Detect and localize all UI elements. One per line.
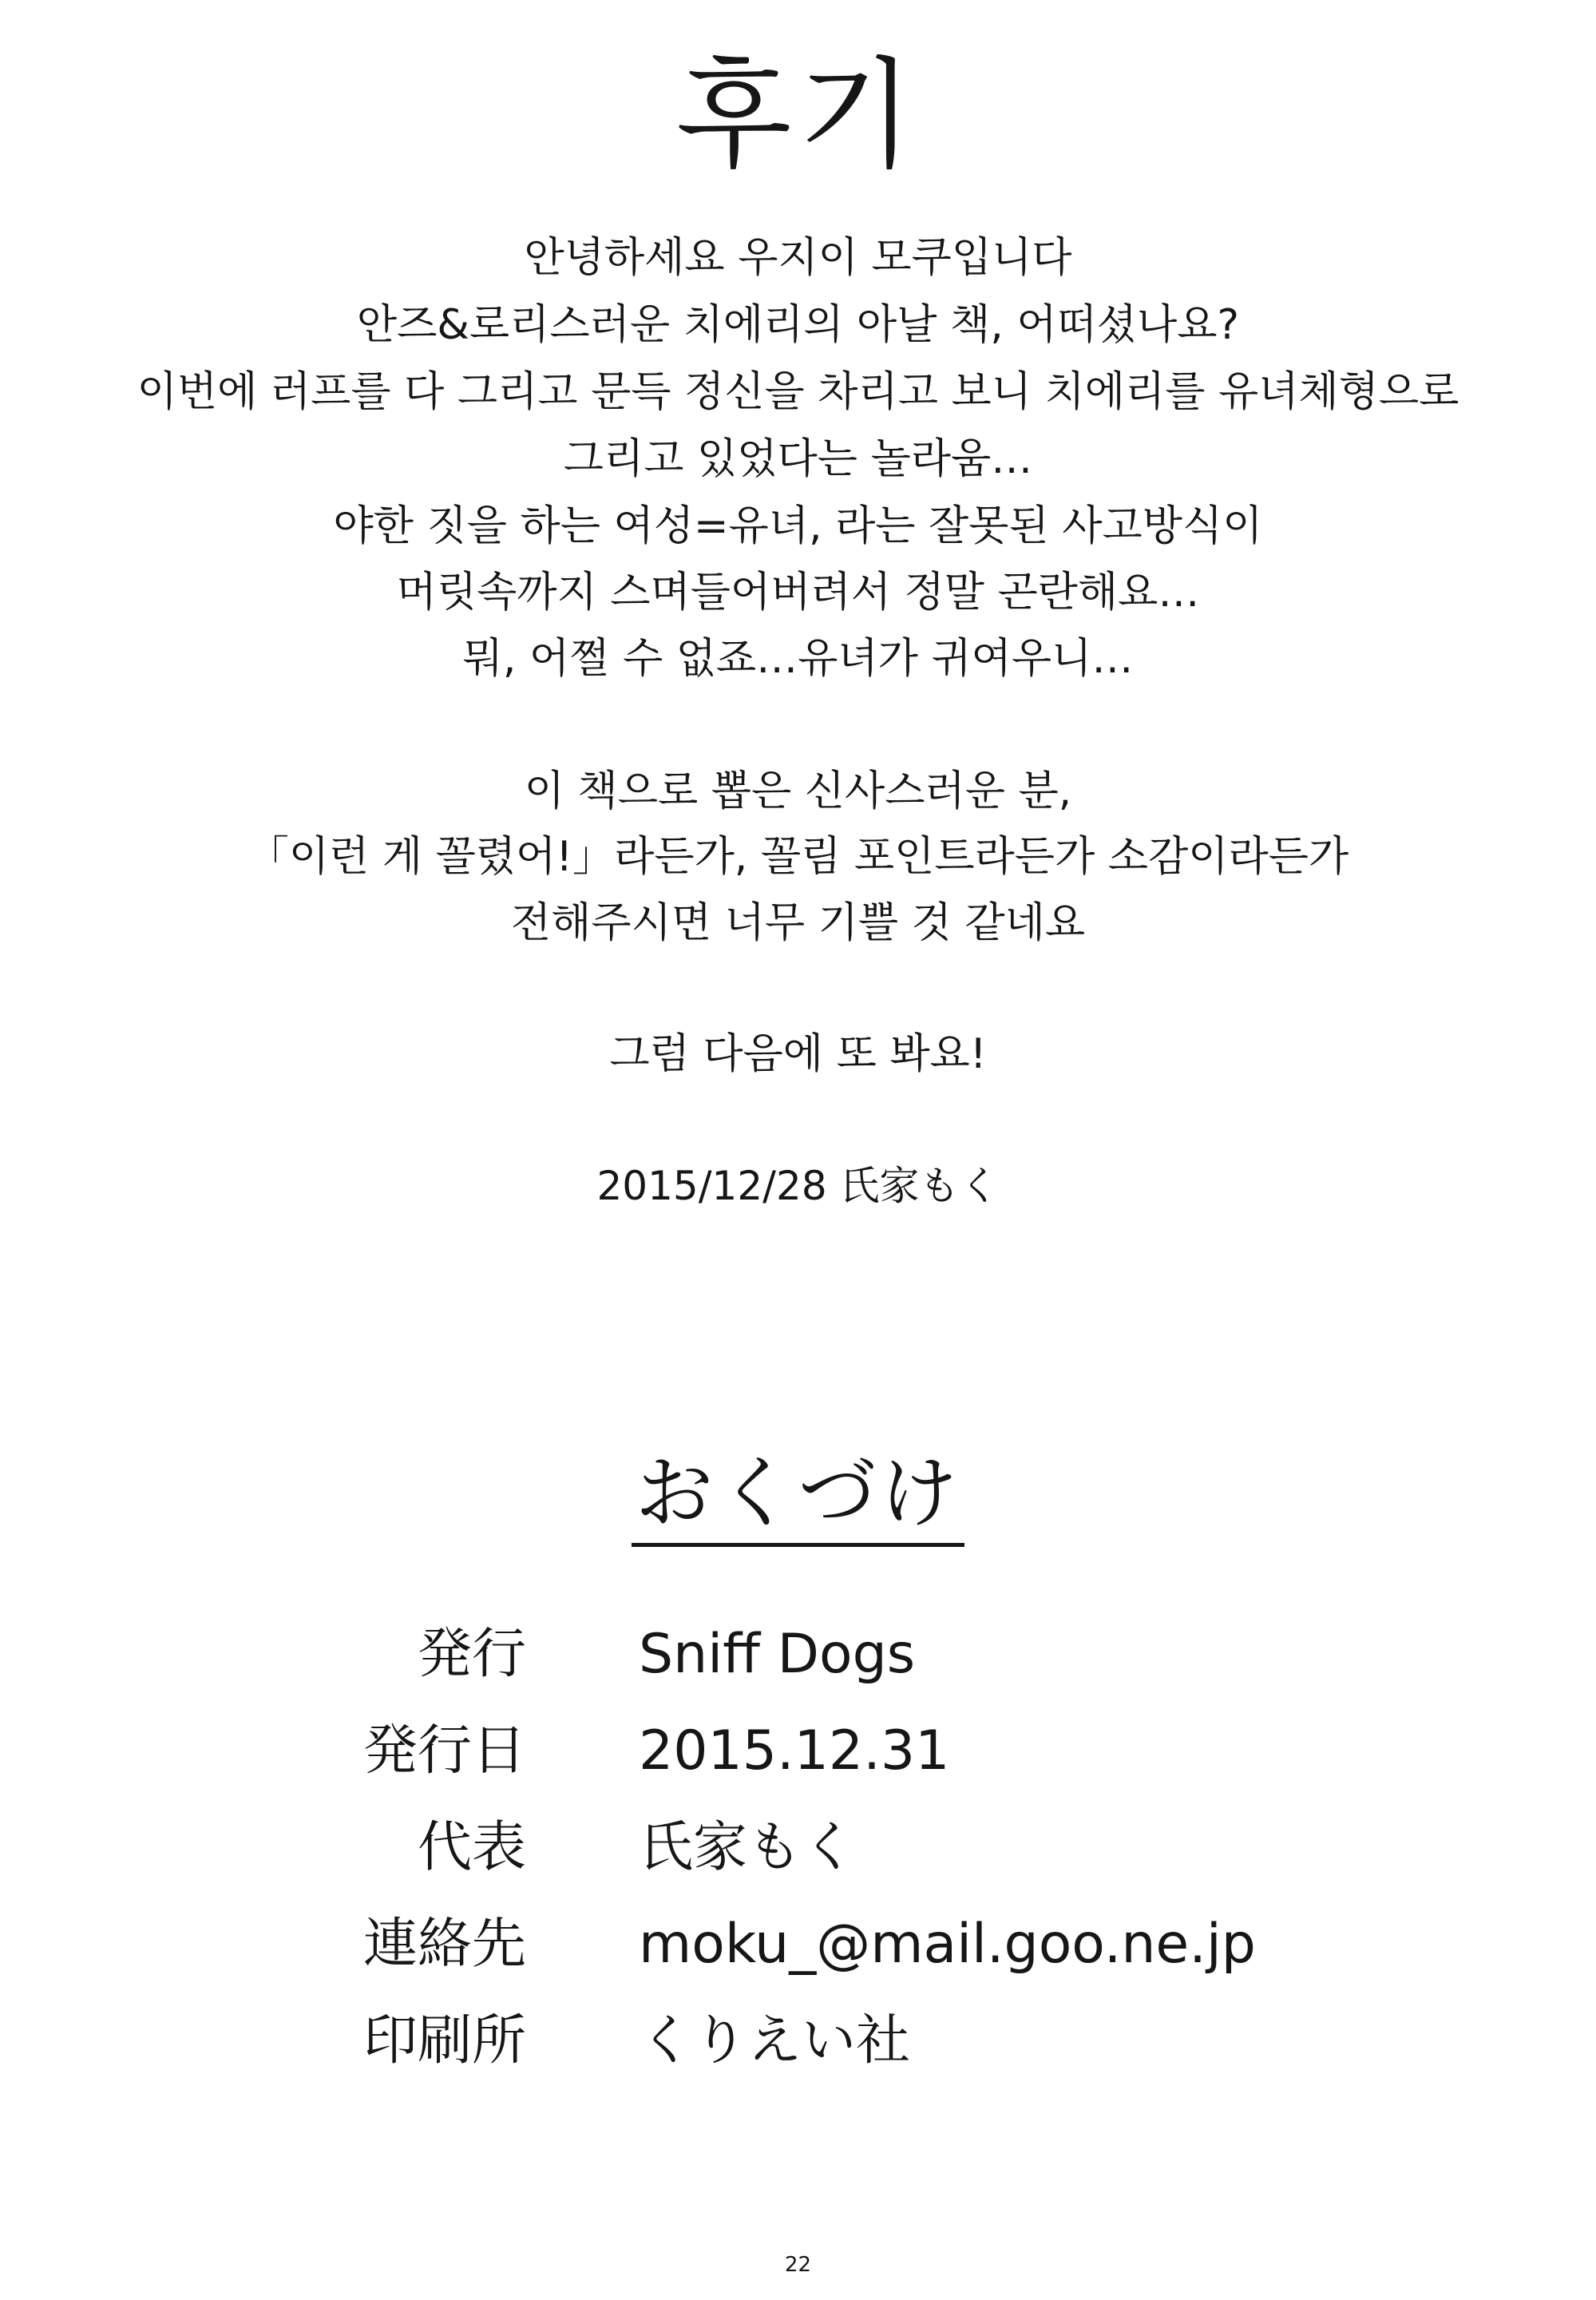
colophon-label: 連絡先 [362, 1913, 526, 1976]
colophon-label: 代表 [417, 1816, 526, 1879]
colophon-row-printer [0, 2001, 1596, 2081]
colophon-row-representative [0, 1808, 1596, 1888]
afterword-line: 그리고 있었다는 놀라움… [563, 435, 1033, 483]
afterword-line: 이 책으로 뽑은 신사스러운 분, [524, 767, 1072, 815]
colophon-title-text: おくづけ [632, 1445, 964, 1547]
afterword-line: 이번에 러프를 다 그리고 문득 정신을 차리고 보니 치에리를 유녀체형으로 [137, 368, 1459, 416]
colophon-label: 発行 [417, 1623, 526, 1686]
colophon-value: くりえい社 [639, 2009, 911, 2072]
afterword-line: 「이런 게 꼴렸어!」라든가, 꼴림 포인트라든가 소감이라든가 [247, 833, 1349, 881]
afterword-line: 야한 짓을 하는 여성=유녀, 라는 잘못된 사고방식이 [333, 502, 1263, 550]
colophon-row-contact [0, 1905, 1596, 1985]
colophon-label: 印刷所 [362, 2009, 526, 2072]
afterword-line: 머릿속까지 스며들어버려서 정말 곤란해요… [396, 569, 1200, 617]
date-signature: 2015/12/28 氏家もく [596, 1163, 1000, 1209]
colophon-title [0, 1445, 1596, 1547]
page-number: 22 [784, 2253, 812, 2277]
afterword-line: 안녕하세요 우지이 모쿠입니다 [524, 234, 1072, 282]
colophon-value: moku_@mail.goo.ne.jp [639, 1913, 1256, 1976]
colophon-row-publisher [0, 1615, 1596, 1695]
afterword-line: 전해주시면 너무 기쁠 것 같네요 [510, 899, 1086, 947]
colophon-value: 2015.12.31 [639, 1719, 950, 1782]
colophon-value: 氏家もく [639, 1816, 857, 1879]
colophon-value: Sniff Dogs [639, 1623, 916, 1686]
afterword-closing: 그럼 다음에 또 봐요! [609, 1030, 987, 1078]
afterword-line: 안즈&로리스러운 치에리의 아날 책, 어떠셨나요? [356, 301, 1240, 349]
colophon-row-publish-date [0, 1711, 1596, 1791]
afterword-line: 뭐, 어쩔 수 없죠…유녀가 귀여우니… [462, 635, 1134, 683]
colophon-label: 発行日 [362, 1719, 526, 1782]
afterword-heading: 후기 [675, 46, 921, 185]
